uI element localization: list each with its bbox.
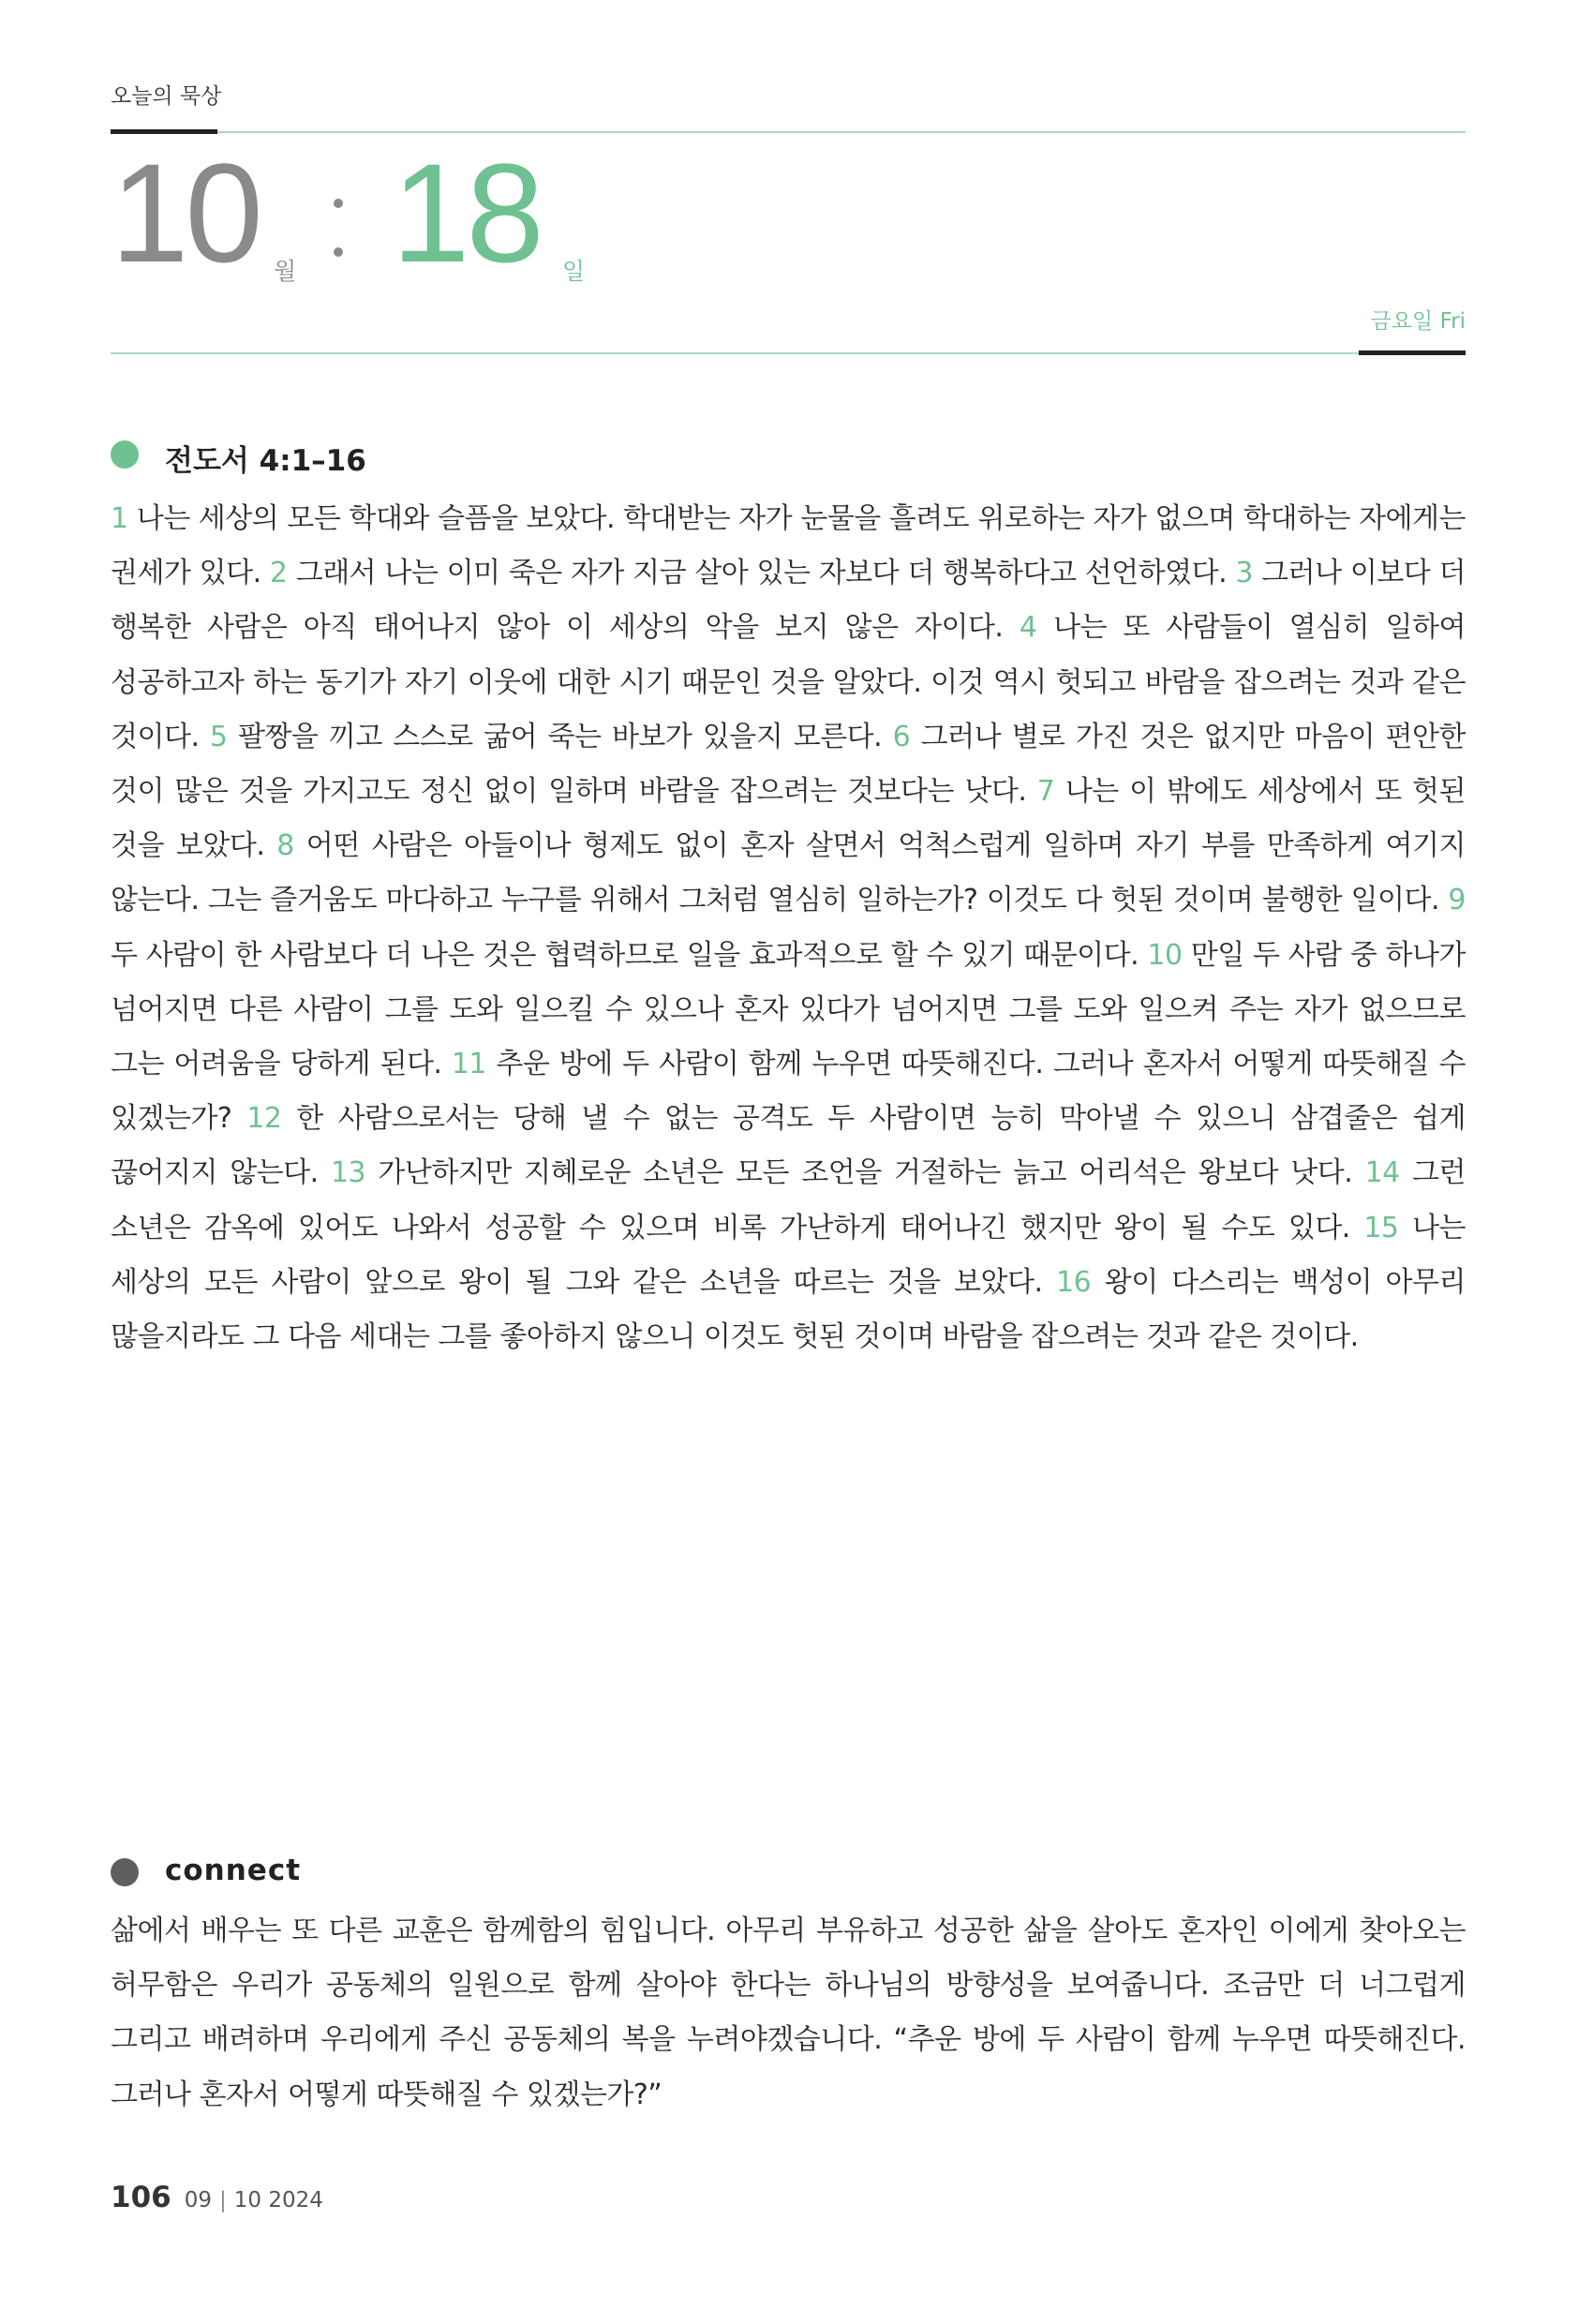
verse-number: 15 <box>1363 1211 1399 1244</box>
verse-text: 어떤 사람은 아들이나 형제도 없이 혼자 살면서 억척스럽게 일하며 자기 부를 만족하게 여기지 않는다. 그는 즐거움도 마다하고 누구를 위해서 그처럼 열심히 일하는가? 이것도 다 헛된 것이며 불행한 일이다. <box>111 829 1466 917</box>
verse-text: 한 사람으로서는 당해 낼 수 없는 공격도 두 사람이면 능히 막아낼 수 있으니 삼겹줄은 쉽게 끊어지지 않는다. <box>111 1102 1466 1190</box>
date-colon <box>334 187 343 259</box>
verse-number: 1 <box>111 502 128 535</box>
page-number: 106 <box>111 2181 171 2214</box>
issue-month-start: 09 <box>184 2188 212 2212</box>
verse-number: 4 <box>1019 611 1037 645</box>
scripture-heading: 전도서 4:1–16 <box>165 444 366 478</box>
issue-separator: | <box>219 2188 227 2212</box>
page-footer <box>111 2181 323 2214</box>
header-divider-accent <box>1359 350 1466 355</box>
verse-text: 나는 세상의 모든 사람이 앞으로 왕이 될 그와 같은 소년을 따르는 것을 보았다. <box>111 1211 1466 1299</box>
verse-text: 추운 방에 두 사람이 함께 누우면 따뜻해진다. 그러나 혼자서 어떻게 따뜻해질 수 있겠는가? <box>111 1048 1466 1136</box>
connect-heading: connect <box>165 1854 302 1887</box>
verse-number: 3 <box>1235 557 1253 590</box>
connect-text: 삶에서 배우는 또 다른 교훈은 함께함의 힘입니다. 아무리 부유하고 성공한 삶을 살아도 혼자인 이에게 찾아오는 허무함은 우리가 공동체의 일원으로 함께 살아야 한다는 하나님의 방향성을 보여줍니다. 조금만 더 너그럽게 그리고 배려하며 우리에게 주신 공동체의 복을 누려야겠습니다. “추운 방에 두 사람이 함께 누우면 따뜻해진다. 그러나 혼자서 어떻게 따뜻해질 수 있겠는가?” <box>111 1914 1466 2111</box>
section-label: 오늘의 묵상 <box>111 84 222 109</box>
scripture-bullet-icon <box>111 440 139 469</box>
verse-text: 가난하지만 지혜로운 소년은 모든 조언을 거절하는 늙고 어리석은 왕보다 낫다. <box>365 1156 1365 1190</box>
verse-number: 8 <box>276 829 294 863</box>
verse-text: 왕이 다스리는 백성이 아무리 많을지라도 그 다음 세대는 그를 좋아하지 않으니 이것도 헛된 것이며 바람을 잡으려는 것과 같은 것이다. <box>111 1265 1466 1354</box>
verse-number: 5 <box>209 720 228 753</box>
verse-text: 그러나 별로 가진 것은 없지만 마음이 편안한 것이 많은 것을 가지고도 정신 없이 일하며 바람을 잡으려는 것보다는 낫다. <box>111 720 1466 809</box>
weekday-label: 금요일 Fri <box>1370 309 1466 334</box>
verse-text: 그런 소년은 감옥에 있어도 나와서 성공할 수 있으며 비록 가난하게 태어나긴 했지만 왕이 될 수도 있다. <box>111 1156 1466 1244</box>
scripture-text <box>111 492 1466 1364</box>
month-number: 10 <box>111 134 260 291</box>
day-number: 18 <box>392 134 541 291</box>
verse-number: 7 <box>1036 775 1055 809</box>
verse-number: 13 <box>330 1156 366 1190</box>
verse-number: 2 <box>269 557 288 590</box>
issue-year: 2024 <box>268 2188 323 2212</box>
day-unit: 일 <box>562 258 586 285</box>
verse-number: 16 <box>1056 1265 1092 1299</box>
verse-text: 나는 세상의 모든 학대와 슬픔을 보았다. 학대받는 자가 눈물을 흘려도 위로하는 자가 없으며 학대하는 자에게는 권세가 있다. <box>111 502 1466 590</box>
verse-number: 6 <box>892 720 911 753</box>
verse-text: 두 사람이 한 사람보다 더 나은 것은 협력하므로 일을 효과적으로 할 수 있기 때문이다. <box>111 938 1148 972</box>
connect-bullet-icon <box>111 1858 139 1886</box>
verse-text: 만일 두 사람 중 하나가 넘어지면 다른 사람이 그를 도와 일으킬 수 있으나 혼자 있다가 넘어지면 그를 도와 일으켜 주는 자가 없으므로 그는 어려움을 당하게 된다. <box>111 938 1466 1081</box>
verse-number: 12 <box>246 1102 282 1136</box>
verse-number: 11 <box>451 1048 487 1081</box>
verse-number: 14 <box>1364 1156 1400 1190</box>
verse-text: 나는 이 밖에도 세상에서 또 헛된 것을 보았다. <box>111 775 1466 863</box>
top-divider <box>111 131 1466 133</box>
month-unit: 월 <box>274 258 297 285</box>
verse-text: 팔짱을 끼고 스스로 굶어 죽는 바보가 있을지 모른다. <box>227 720 893 753</box>
verse-number: 9 <box>1448 884 1466 917</box>
header-divider <box>111 352 1466 354</box>
verse-text: 나는 또 사람들이 열심히 일하여 성공하고자 하는 동기가 자기 이웃에 대한 시기 때문인 것을 알았다. 이것 역시 헛되고 바람을 잡으려는 것과 같은 것이다. <box>111 611 1466 753</box>
verse-number: 10 <box>1147 938 1183 972</box>
verse-text: 그래서 나는 이미 죽은 자가 지금 살아 있는 자보다 더 행복하다고 선언하였다. <box>287 557 1236 590</box>
issue-month-end: 10 <box>233 2188 262 2212</box>
verse-text: 그러나 이보다 더 행복한 사람은 아직 태어나지 않아 이 세상의 악을 보지 않은 자이다. <box>111 557 1466 645</box>
